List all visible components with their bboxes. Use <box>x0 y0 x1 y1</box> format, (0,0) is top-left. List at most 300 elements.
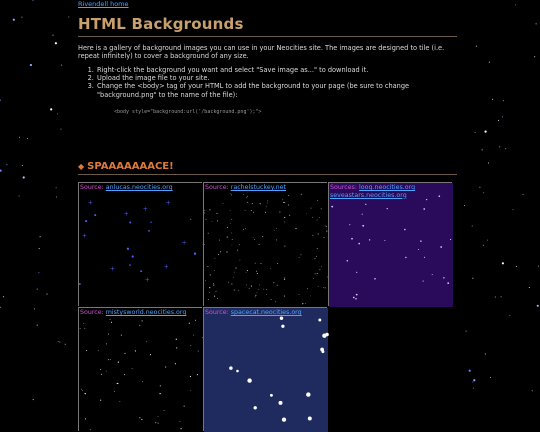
star <box>234 272 235 273</box>
star <box>315 258 316 259</box>
star <box>259 285 260 286</box>
star <box>538 266 539 267</box>
star <box>129 222 131 224</box>
star <box>351 238 353 240</box>
star <box>299 257 300 258</box>
star <box>534 56 535 57</box>
star <box>273 282 274 283</box>
star <box>33 399 34 400</box>
star <box>529 287 530 288</box>
star <box>321 267 322 268</box>
source-label: Source: <box>205 309 229 316</box>
instruction-step: 1. Right-click the background you want and select "Save image as..." to download it. <box>96 66 468 74</box>
star <box>472 382 473 383</box>
star <box>0 170 2 172</box>
star <box>523 194 524 195</box>
star <box>267 201 268 202</box>
star <box>124 374 125 375</box>
star <box>190 345 191 346</box>
star <box>142 381 143 382</box>
star <box>57 113 58 114</box>
background-tile[interactable] <box>203 307 327 431</box>
star <box>210 274 211 275</box>
star <box>53 35 54 36</box>
star <box>284 217 285 218</box>
star <box>301 254 302 255</box>
star: + <box>142 206 148 213</box>
star <box>158 416 159 417</box>
star <box>365 204 366 205</box>
star <box>139 417 140 418</box>
background-tile[interactable] <box>78 182 202 306</box>
star <box>326 226 327 227</box>
star <box>37 325 38 326</box>
tile-background <box>204 308 328 432</box>
star <box>218 254 219 255</box>
star <box>261 263 262 264</box>
star <box>124 353 125 354</box>
star <box>295 228 296 229</box>
star <box>246 285 247 286</box>
source-label: Source: <box>80 184 104 191</box>
star <box>245 210 246 211</box>
star <box>111 322 112 323</box>
star <box>227 237 228 238</box>
star <box>479 187 480 188</box>
star <box>251 286 252 287</box>
star: + <box>165 199 171 207</box>
star <box>266 294 267 295</box>
star <box>251 210 252 211</box>
star <box>207 266 208 267</box>
star <box>214 296 215 297</box>
star <box>279 401 283 405</box>
tile-starfield <box>79 308 203 432</box>
star <box>193 335 194 336</box>
star <box>259 244 260 245</box>
star <box>316 256 317 257</box>
star <box>503 100 504 101</box>
star <box>418 249 419 250</box>
star <box>253 212 254 213</box>
star <box>33 0 34 1</box>
code-snippet: <body style="background:url('/background.png');"> <box>114 109 262 115</box>
source-link[interactable]: seveastars.neocities.org <box>330 191 407 199</box>
star <box>325 287 326 288</box>
tile-starfield <box>329 183 453 307</box>
star <box>353 297 355 299</box>
star <box>230 223 231 224</box>
star <box>485 354 486 355</box>
star <box>374 278 376 280</box>
tile-background <box>204 183 328 307</box>
star <box>319 269 320 270</box>
star <box>255 297 256 298</box>
star <box>247 270 248 271</box>
star <box>100 400 101 401</box>
star <box>270 394 273 397</box>
star <box>80 328 81 329</box>
star <box>488 163 489 164</box>
tile-background <box>329 183 453 307</box>
star <box>146 341 147 342</box>
tile-starfield <box>79 183 203 307</box>
star <box>469 370 471 372</box>
star <box>284 277 285 278</box>
star <box>85 393 86 394</box>
star <box>254 406 257 409</box>
star <box>243 194 244 195</box>
star <box>325 225 326 226</box>
star <box>253 237 254 238</box>
star <box>83 323 84 324</box>
tile-background <box>79 308 203 432</box>
star <box>476 46 477 47</box>
star <box>56 187 57 188</box>
star <box>232 245 233 246</box>
star <box>0 100 1 101</box>
star <box>90 429 91 430</box>
star <box>208 299 209 300</box>
star <box>229 366 233 370</box>
star <box>189 323 190 324</box>
star <box>84 393 85 394</box>
star <box>490 377 491 378</box>
star <box>6 164 7 165</box>
star <box>256 271 257 272</box>
star <box>265 212 266 213</box>
star <box>40 236 41 237</box>
star <box>198 351 199 352</box>
star <box>132 255 134 257</box>
star <box>307 288 308 289</box>
title-divider <box>78 36 457 37</box>
star <box>321 208 322 209</box>
star <box>3 296 4 297</box>
star <box>226 251 227 252</box>
star <box>274 230 275 231</box>
star <box>312 235 313 236</box>
star <box>61 129 62 130</box>
star <box>23 176 25 178</box>
star <box>204 213 205 214</box>
star <box>318 319 321 322</box>
star <box>276 228 277 229</box>
star <box>475 132 476 133</box>
source-label: Source: <box>80 309 104 316</box>
star <box>495 297 496 298</box>
star <box>127 248 129 250</box>
star <box>243 229 244 230</box>
star <box>443 277 444 278</box>
star <box>204 210 205 211</box>
star <box>85 220 87 222</box>
star <box>502 116 503 117</box>
star <box>317 273 318 274</box>
star <box>515 4 516 5</box>
star <box>384 240 385 241</box>
star <box>317 248 318 249</box>
star <box>267 203 268 204</box>
star <box>206 219 207 220</box>
star <box>0 307 1 308</box>
instruction-list <box>78 66 468 99</box>
star <box>22 165 23 166</box>
star <box>258 289 259 290</box>
star <box>318 233 319 234</box>
tile-starfield <box>204 183 328 307</box>
star <box>230 193 231 194</box>
star <box>231 219 232 220</box>
star <box>38 272 39 273</box>
background-tile[interactable] <box>203 182 327 306</box>
star <box>301 194 302 195</box>
star <box>289 215 290 216</box>
star <box>513 209 514 210</box>
star <box>487 240 488 241</box>
section-heading <box>78 161 174 172</box>
background-tile[interactable] <box>78 307 202 431</box>
source-link[interactable]: rachelstuckey.net <box>230 184 286 191</box>
star: + <box>110 265 116 273</box>
star <box>141 419 142 420</box>
star <box>205 280 206 281</box>
star <box>482 149 483 150</box>
star <box>536 23 537 24</box>
source-link[interactable]: loog.neocities.org <box>359 184 416 191</box>
tile-source <box>80 184 200 192</box>
star <box>223 203 224 204</box>
star <box>139 325 140 326</box>
star <box>420 240 421 241</box>
star <box>184 406 185 407</box>
star <box>175 363 176 364</box>
star <box>50 108 52 110</box>
tile-source <box>205 309 325 317</box>
star <box>247 202 248 203</box>
star <box>27 138 28 139</box>
star <box>284 296 285 297</box>
star <box>150 354 151 355</box>
star <box>155 422 156 423</box>
star <box>101 374 102 375</box>
section-title: SPAAAAAAACE! <box>87 161 174 172</box>
tile-source <box>205 184 325 192</box>
star <box>142 320 143 321</box>
star: + <box>181 239 187 247</box>
star <box>308 417 312 421</box>
star <box>405 257 406 258</box>
star <box>249 288 250 289</box>
star <box>404 229 406 231</box>
star <box>209 292 210 293</box>
star <box>160 385 161 386</box>
star <box>317 220 318 221</box>
star <box>270 268 271 269</box>
star <box>164 410 165 411</box>
star <box>227 227 228 228</box>
star <box>39 248 40 249</box>
star <box>492 99 493 100</box>
star <box>306 214 307 215</box>
star <box>240 260 241 261</box>
star <box>312 217 313 218</box>
star: + <box>82 232 88 240</box>
star <box>324 237 325 238</box>
star <box>440 246 442 248</box>
tile-source <box>80 309 200 317</box>
star <box>110 319 111 320</box>
star <box>423 281 424 282</box>
star <box>86 350 87 351</box>
tile-source <box>330 184 450 199</box>
star <box>283 202 284 203</box>
star <box>219 240 220 241</box>
star <box>263 289 264 290</box>
star <box>247 196 248 197</box>
star <box>120 401 121 402</box>
star <box>277 285 278 286</box>
star <box>473 379 475 381</box>
star <box>176 347 177 348</box>
star <box>498 120 499 121</box>
star <box>231 194 232 195</box>
star <box>47 294 48 295</box>
star <box>231 233 232 234</box>
source-link[interactable]: mistysworld.neocities.org <box>105 309 187 316</box>
star <box>140 270 142 272</box>
star <box>284 202 285 203</box>
star <box>204 244 205 245</box>
star <box>238 290 239 291</box>
star <box>230 210 231 211</box>
star <box>61 65 62 66</box>
star <box>424 257 425 258</box>
star <box>106 371 107 372</box>
star <box>190 219 191 220</box>
star <box>347 260 349 262</box>
star <box>58 341 59 342</box>
star <box>257 273 258 274</box>
star <box>288 195 289 196</box>
star <box>356 272 357 273</box>
star: + <box>163 263 169 271</box>
star <box>509 315 510 316</box>
star <box>190 376 191 377</box>
star: + <box>123 210 129 218</box>
star <box>318 286 319 287</box>
star <box>252 203 253 204</box>
source-link[interactable]: spacecat.neocities.org <box>230 309 302 316</box>
star <box>450 239 451 240</box>
star <box>13 19 15 21</box>
star <box>232 239 233 240</box>
star <box>135 350 136 351</box>
background-tile[interactable] <box>328 182 452 306</box>
star <box>197 374 198 375</box>
star <box>499 146 500 147</box>
star <box>516 266 517 267</box>
star <box>216 291 217 292</box>
star <box>472 278 473 279</box>
star <box>129 264 131 266</box>
star <box>56 197 57 198</box>
star <box>266 206 267 207</box>
star <box>94 214 96 216</box>
star <box>37 289 38 290</box>
star <box>323 287 324 288</box>
star <box>239 244 240 245</box>
star <box>501 296 502 297</box>
star <box>214 270 215 271</box>
star <box>349 224 350 225</box>
star <box>213 283 214 284</box>
star <box>279 211 280 212</box>
star <box>246 197 247 198</box>
star <box>271 299 272 300</box>
star <box>132 368 133 369</box>
star <box>284 279 285 280</box>
star <box>215 258 216 259</box>
star <box>165 366 166 367</box>
star <box>282 199 283 200</box>
star <box>362 225 364 227</box>
star <box>423 208 425 210</box>
star <box>321 350 324 353</box>
star <box>369 239 370 240</box>
star <box>245 228 246 229</box>
star <box>85 418 86 419</box>
star <box>247 378 251 382</box>
source-link[interactable]: anlucas.neocities.org <box>105 184 173 191</box>
star <box>68 17 69 18</box>
star <box>65 344 66 345</box>
star <box>98 350 99 351</box>
star <box>236 370 239 373</box>
star <box>319 217 320 218</box>
star <box>483 192 484 193</box>
star <box>100 369 101 370</box>
star <box>322 334 326 338</box>
star: + <box>87 199 93 207</box>
star <box>79 283 81 285</box>
star <box>426 199 427 200</box>
home-link[interactable]: Rivendell home <box>78 0 129 8</box>
star <box>195 320 196 321</box>
star <box>55 42 57 44</box>
star <box>21 17 22 18</box>
page-title: HTML Backgrounds <box>78 15 244 33</box>
star <box>231 283 232 284</box>
star <box>121 335 122 336</box>
star <box>260 203 261 204</box>
diamond-icon: ◆ <box>78 162 85 171</box>
star <box>117 383 118 384</box>
star <box>485 131 487 133</box>
star <box>317 200 318 201</box>
section-divider <box>78 174 457 175</box>
star <box>209 287 210 288</box>
star <box>160 393 161 394</box>
star <box>466 331 467 332</box>
star <box>255 263 256 264</box>
star <box>194 253 196 255</box>
content-column <box>72 0 462 405</box>
star <box>216 213 217 214</box>
star <box>315 273 316 274</box>
star <box>81 389 82 390</box>
star <box>228 282 229 283</box>
